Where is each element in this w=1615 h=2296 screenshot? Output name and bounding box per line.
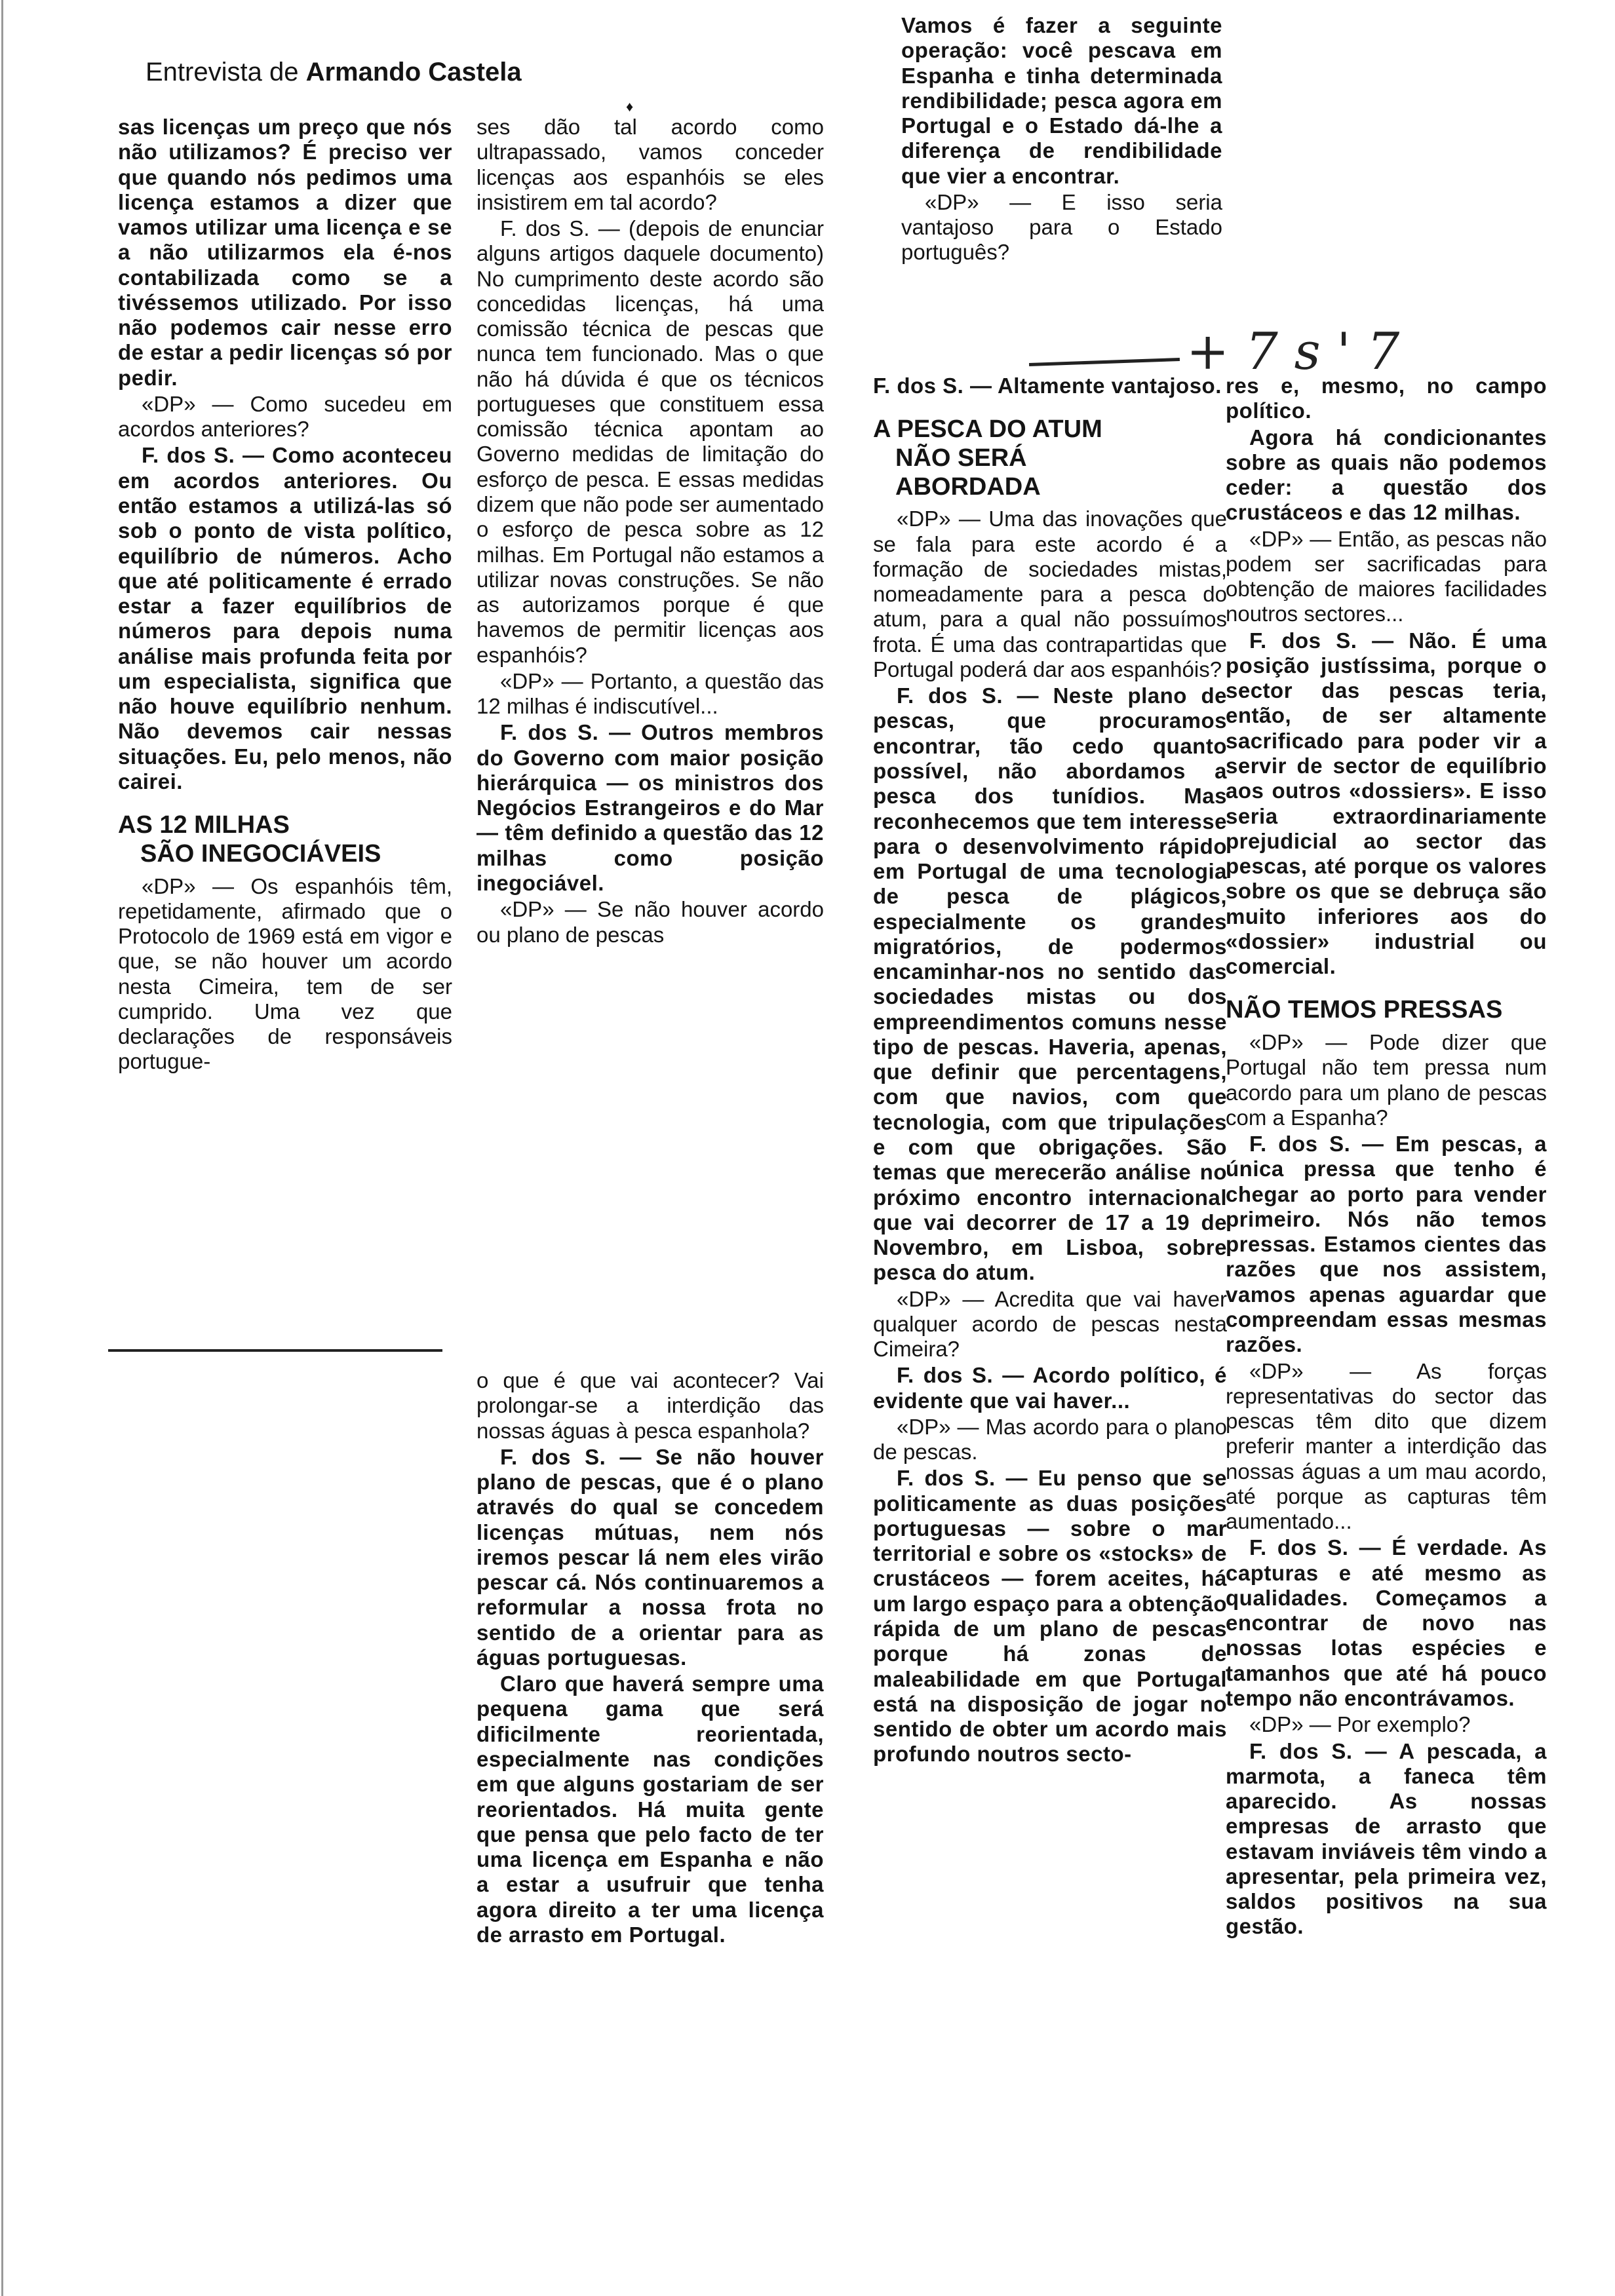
answer: F. dos S. — Neste plano de pescas, que procuramos encontrar, tão cedo quanto possível, não abordamos a pesca dos tunídios. Mas reconhecemos que tem interesse para o desenvolvimento rápido em Portugal de uma tecnologia de pesca de plágicos, especialmente os grandes migratórios, de podermos encaminhar-nos no sentido das sociedades mistas ou dos empreendimentos comuns nesse tipo de pescas. Haveria, apenas, que definir que percentagens, com que navios, com que tecnologia, com que tripulações e com que obrigações. São temas que merecerão análise no próximo encontro internacional que vai decorrer de 17 a 19 de Novembro, em Lisboa, sobre pesca do atum. (873, 683, 1227, 1285)
subheading: NÃO TEMOS PRESSAS (1226, 996, 1503, 1024)
answer: F. dos S. — Eu penso que se politicamente as duas posições portuguesas — sobre o mar territorial e sobre os «stocks» de crustáceos — forem aceites, há um largo espaço para a obtenção rápida de um plano de pescas porque há zonas de maleabilidade em que Portugal está na disposição de jogar no sentido de obter um acordo mais profundo noutros secto- (873, 1466, 1227, 1767)
answer-continued: Claro que haverá sempre uma pequena gama que será dificilmente reorientada, especialmente nas condições em que alguns gostariam de ser reorientados. Há muita gente que pensa que pelo facto de ter uma licença em Espanha e não a estar a usufruir que tenha agora direito a ter uma licença de arrasto em Portugal. (477, 1672, 824, 1947)
subheading-line: SÃO INEGOCIÁVEIS (140, 839, 381, 868)
handwritten-annotation: + 7 s ' 7 (1186, 322, 1400, 381)
column-1 (118, 115, 452, 1076)
article-header (146, 58, 522, 87)
answer-continued: res e, mesmo, no campo político. (1226, 373, 1547, 423)
question: «DP» — Uma das inovações que se fala para este acordo é a formação de sociedades mistas, nomeadamente para a pesca do atum, para a qual não possuímos frota. É uma das contrapartidas que Portugal poderá dar aos espanhóis? (873, 507, 1227, 681)
question-continued: ses dão tal acordo como ultrapassado, vamos conceder licenças aos espanhóis se eles insistirem em tal acordo? (477, 115, 824, 214)
subheading-line: ABORDADA (895, 472, 1041, 501)
answer: F. dos S. — Em pescas, a única pressa que tenho é chegar ao porto para vender primeiro. Nós não temos pressas. Estamos cientes das razões que nos assistem, vamos apenas aguardar que compreendam essas mesmas razões. (1226, 1132, 1547, 1357)
answer: F. dos S. — Outros membros do Governo com maior posição hierárquica — os ministros dos Negócios Estrangeiros e do Mar — têm definido a questão das 12 milhas como posição inegociável. (477, 720, 824, 895)
question: «DP» — As forças representativas do sector das pescas têm dito que dizem preferir manter a interdição das nossas águas a um mau acordo, até porque as capturas têm aumentado... (1226, 1358, 1547, 1534)
scan-edge (1, 0, 3, 2296)
column-2 (477, 115, 824, 949)
answer: F. dos S. — Como aconteceu em acordos anteriores. Ou então estamos a utilizá-las só sob o ponto de vista político, equilíbrio de números. Acho que até politicamente é errado estar a fazer equilíbrios de números para depois numa análise mais profunda feita por um especialista, significa que não houve equilíbrio nenhum. Não devemos cair nessas situações. Eu, pelo menos, não cairei. (118, 443, 452, 794)
question: «DP» — Se não houver acordo ou plano de pescas (477, 897, 824, 947)
answer: F. dos S. — Acordo político, é evidente que vai haver... (873, 1363, 1227, 1413)
question: «DP» — Como sucedeu em acordos anteriores? (118, 391, 452, 442)
answer: F. dos S. — Altamente vantajoso. (873, 373, 1222, 398)
paragraph: sas licenças um preço que nós não utilizamos? É preciso ver que quando nós pedimos uma licença estamos a dizer que vamos utilizar uma licença e se a não utilizarmos ela é-nos contabilizada como se a tivéssemos utilizado. Por isso não podemos cair nesse erro de estar a pedir licenças só por pedir. (118, 115, 452, 390)
column-4 (1226, 373, 1547, 1941)
question: «DP» — Então, as pescas não podem ser sacrificadas para obtenção de maiores facilidades noutros sectores... (1226, 526, 1547, 626)
handwritten-stroke (1029, 358, 1180, 366)
question: «DP» — Por exemplo? (1249, 1712, 1471, 1737)
question: «DP» — Portanto, a questão das 12 milhas é indiscutível... (477, 668, 824, 719)
column-3-top (901, 13, 1222, 267)
answer-continued: Agora há condicionantes sobre as quais não podemos ceder: a questão dos crustáceos e das 12 milhas. (1226, 425, 1547, 525)
question: «DP» — Pode dizer que Portugal não tem pressa num acordo para um plano de pescas com a Espanha? (1226, 1030, 1547, 1130)
subheading (118, 811, 452, 868)
subheading-line: AS 12 MILHAS (118, 811, 290, 839)
subheading-line: NÃO SERÁ (895, 444, 1027, 472)
question: «DP» — Acredita que vai haver qualquer acordo de pescas nesta Cimeira? (873, 1286, 1227, 1362)
answer: F. dos S. — (depois de enunciar alguns artigos daquele documento) No cumprimento deste acordo são concedidas licenças, há uma comissão técnica de pescas que nunca tem funcionado. Mas o que não há dúvida é que os técnicos portugueses que constituem essa comissão técnica apontam ao Governo medidas de limitação do esforço de pesca. E essas medidas dizem que não pode ser aumentado o esforço de pesca sobre as 12 milhas. Em Portugal não estamos a utilizar novas construções. Se não as autorizamos porque é que havemos de permitir licenças aos espanhóis? (477, 216, 824, 667)
answer: F. dos S. — Não. É uma posição justíssima, porque o sector das pescas teria, então, de ser altamente sacrificado para poder vir a servir de sector de equilíbrio aos outros «dossiers». E isso seria extraordinariamente prejudicial ao sector das pescas, até porque os valores sobre os que se debruça são muito inferiores aos do «dossier» industrial ou comercial. (1226, 628, 1547, 979)
header-author: Armando Castela (305, 58, 522, 86)
question: «DP» — Mas acordo para o plano de pescas. (873, 1414, 1227, 1464)
answer: F. dos S. — Se não houver plano de pescas, que é o plano através do qual se concedem licenças mútuas, nem nós iremos pescar lá nem eles virão pescar cá. Nós continuaremos a reformular a nossa frota no sentido de a orientar para as águas portuguesas. (477, 1444, 824, 1670)
column-2-lower (477, 1368, 824, 1949)
subheading (873, 415, 1227, 501)
question-continued: o que é que vai acontecer? Vai prolongar-se a interdição das nossas águas à pesca espanhola? (477, 1368, 824, 1443)
answer: F. dos S. — A pescada, a marmota, a faneca têm aparecido. As nossas empresas de arrasto que estavam inviáveis têm vindo a apresentar, pela primeira vez, saldos positivos na sua gestão. (1226, 1738, 1547, 1939)
header-prefix: Entrevista de (146, 58, 306, 86)
column-3 (873, 373, 1227, 1769)
answer: F. dos S. — É verdade. As capturas e até mesmo as qualidades. Começamos a encontrar de novo nas nossas lotas espécies e tamanhos que até há pouco tempo não encontrávamos. (1226, 1535, 1547, 1710)
answer-continued: Vamos é fazer a seguinte operação: você pescava em Espanha e tinha determinada rendibilidade; pesca agora em Portugal e o Estado dá-lhe a diferença de rendibilidade que vier a encontrar. (901, 13, 1222, 188)
question: «DP» — Os espanhóis têm, repetidamente, afirmado que o Protocolo de 1969 está em vigor e que, se não houver um acordo nesta Cimeira, tem de ser cumprido. Uma vez que declarações de responsáveis portugue- (118, 873, 452, 1074)
question: «DP» — E isso seria vantajoso para o Estado português? (901, 189, 1222, 265)
subheading-line: A PESCA DO ATUM (873, 415, 1102, 444)
scan-mark: ♦ (626, 98, 634, 115)
column-rule (108, 1349, 442, 1352)
